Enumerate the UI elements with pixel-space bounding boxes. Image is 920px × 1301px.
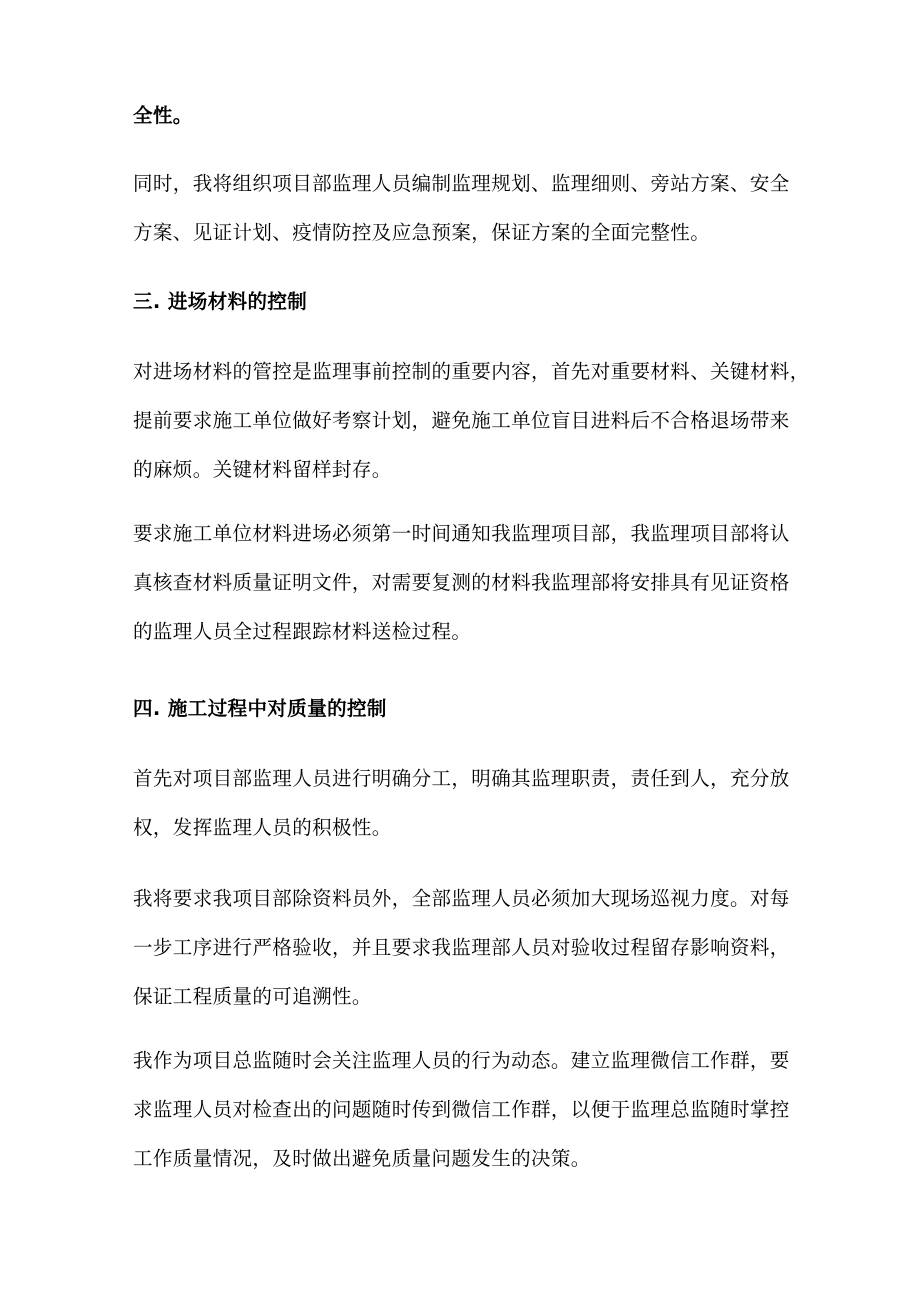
text-line: 的监理人员全过程跟踪材料送检过程。	[133, 620, 472, 643]
section-heading-3	[133, 277, 813, 326]
section-heading: 三. 进场材料的控制	[133, 290, 308, 313]
paragraph-quality-2	[133, 874, 813, 1021]
text-line: 的麻烦。关键材料留样封存。	[133, 458, 392, 481]
paragraph-continuation	[133, 91, 813, 140]
text-line: 提前要求施工单位做好考察计划，避免施工单位盲目进料后不合格退场带来	[133, 409, 790, 432]
text-line: 方案、见证计划、疫情防控及应急预案，保证方案的全面完整性。	[133, 221, 711, 244]
paragraph-materials-2	[133, 509, 813, 656]
text-line: 我作为项目总监随时会关注监理人员的行为动态。建立监理微信工作群，要	[133, 1049, 790, 1072]
paragraph-materials-1	[133, 347, 813, 494]
text-line: 首先对项目部监理人员进行明确分工，明确其监理职责，责任到人，充分放	[133, 767, 790, 790]
paragraph-quality-3	[133, 1036, 813, 1183]
paragraph-quality-1	[133, 754, 813, 852]
text-line: 同时，我将组织项目部监理人员编制监理规划、监理细则、旁站方案、安全	[133, 172, 790, 195]
text-line: 权，发挥监理人员的积极性。	[133, 816, 392, 839]
text-line: 要求施工单位材料进场必须第一时间通知我监理项目部，我监理项目部将认	[133, 522, 790, 545]
text-line: 真核查材料质量证明文件，对需要复测的材料我监理部将安排具有见证资格	[133, 571, 790, 594]
text-line: 保证工程质量的可追溯性。	[133, 985, 372, 1008]
text-line: 一步工序进行严格验收，并且要求我监理部人员对验收过程留存影响资料，	[133, 936, 790, 959]
text-line: 工作质量情况，及时做出避免质量问题发生的决策。	[133, 1147, 591, 1170]
text-line: 求监理人员对检查出的问题随时传到微信工作群，以便于监理总监随时掌控	[133, 1098, 790, 1121]
section-heading: 四. 施工过程中对质量的控制	[133, 697, 387, 720]
text-line: 全性。	[133, 104, 193, 127]
paragraph-plans	[133, 159, 813, 257]
section-heading-4	[133, 684, 813, 733]
text-line: 我将要求我项目部除资料员外，全部监理人员必须加大现场巡视力度。对每	[133, 887, 790, 910]
text-line: 对进场材料的管控是监理事前控制的重要内容，首先对重要材料、关键材料，	[133, 360, 810, 383]
